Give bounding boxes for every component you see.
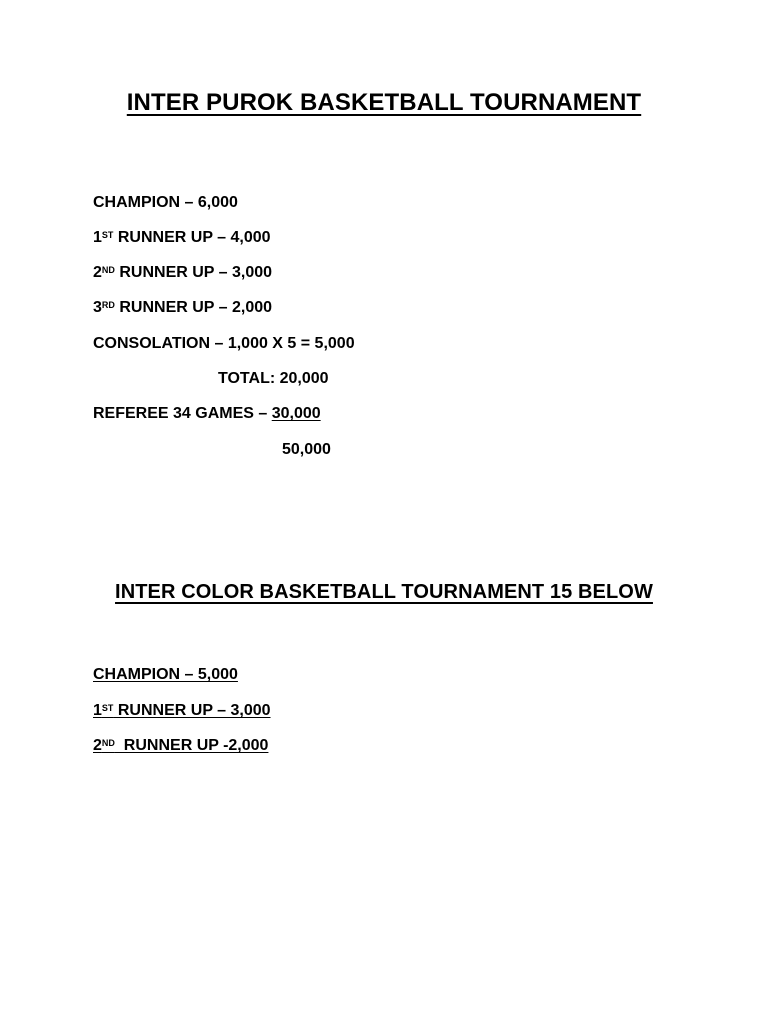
referee-amount: 30,000 bbox=[271, 405, 321, 422]
section2-runner-up-1 bbox=[93, 701, 271, 721]
section2-runner-up-2 bbox=[93, 736, 268, 756]
ordinal-suffix: ST bbox=[101, 703, 114, 713]
section1-runner-up-2 bbox=[93, 263, 272, 283]
section1-champion: CHAMPION – 6,000 bbox=[93, 194, 238, 211]
section1-consolation: CONSOLATION – 1,000 X 5 = 5,000 bbox=[93, 335, 355, 352]
section1-grand-total: 50,000 bbox=[282, 441, 331, 458]
prize-text: RUNNER UP – 3,000 bbox=[113, 702, 271, 719]
ordinal-suffix: ST bbox=[101, 230, 114, 240]
section1-referee bbox=[93, 404, 321, 424]
ordinal-number: 1 bbox=[93, 229, 102, 246]
ordinal-number: 1 bbox=[93, 702, 102, 719]
section2-champion: CHAMPION – 5,000 bbox=[93, 666, 238, 683]
ordinal-number: 3 bbox=[93, 299, 102, 316]
prize-text: RUNNER UP -2,000 bbox=[114, 737, 269, 754]
ordinal-number: 2 bbox=[93, 737, 102, 754]
referee-label: REFEREE 34 GAMES – bbox=[93, 405, 272, 422]
prize-text: RUNNER UP – 4,000 bbox=[113, 229, 271, 246]
ordinal-suffix: ND bbox=[101, 265, 115, 275]
section1-title: INTER PUROK BASKETBALL TOURNAMENT bbox=[126, 89, 642, 116]
section1-runner-up-1 bbox=[93, 228, 271, 248]
section2-title: INTER COLOR BASKETBALL TOURNAMENT 15 BELOW bbox=[115, 581, 653, 603]
section1-runner-up-3 bbox=[93, 298, 272, 318]
ordinal-suffix: RD bbox=[101, 300, 115, 310]
section1-total: TOTAL: 20,000 bbox=[218, 370, 329, 387]
prize-text: RUNNER UP – 3,000 bbox=[114, 264, 273, 281]
prize-text: RUNNER UP – 2,000 bbox=[114, 299, 273, 316]
ordinal-suffix: ND bbox=[101, 738, 115, 748]
ordinal-number: 2 bbox=[93, 264, 102, 281]
